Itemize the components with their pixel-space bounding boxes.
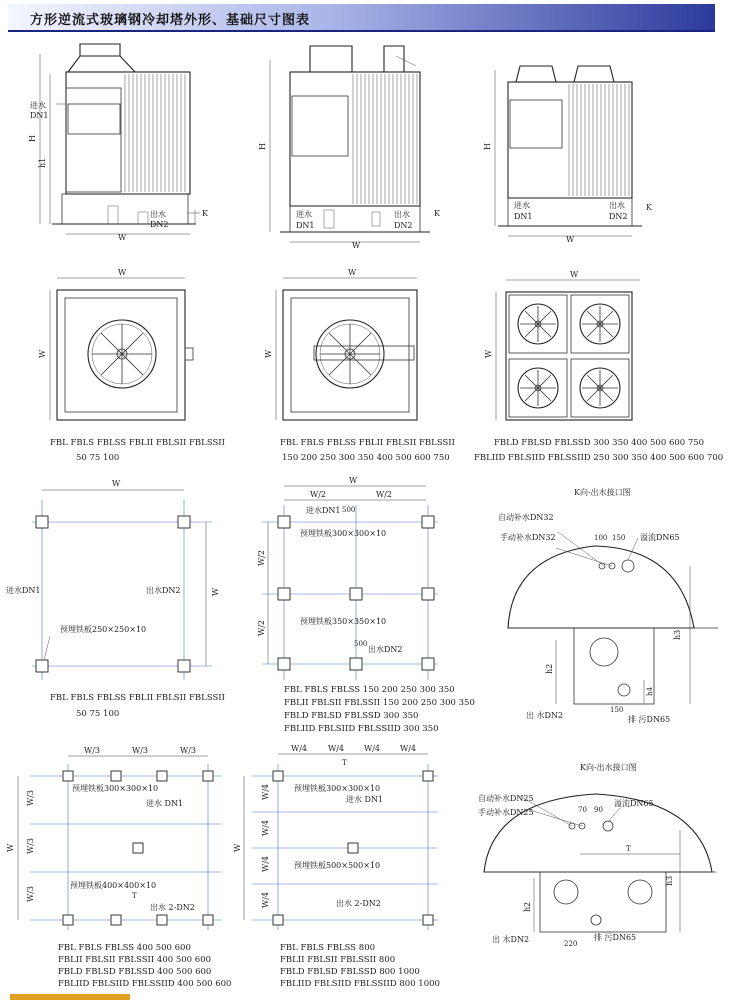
- inlet-label: 进水: [296, 210, 312, 219]
- manual-makeup-label: 手动补水DN25: [478, 808, 534, 817]
- foundation-a-caption-2: 50 75 100: [76, 709, 120, 719]
- plan-single-caption-2: 50 75 100: [76, 453, 120, 463]
- embedded-plate-top-label: 预埋铁板300×300×10: [72, 784, 159, 793]
- quarter-height-2-label: W/4: [261, 819, 270, 836]
- plan-w-label: W: [570, 270, 579, 279]
- inlet-dn-label: DN1: [514, 212, 533, 221]
- inlet-label: 进水: [514, 201, 530, 210]
- h2-label: h2: [545, 663, 554, 674]
- h2-label: h2: [523, 901, 532, 912]
- plan-double-caption-1: FBL FBLS FBLSS FBLII FBLSII FBLSSII: [280, 438, 456, 448]
- height-w-label: W: [233, 843, 242, 852]
- t-label: T: [132, 892, 137, 900]
- quarter-height-1-label: W/4: [261, 783, 270, 800]
- plan-quad-caption-1: FBLD FBLSD FBLSSD 300 350 400 500 600 750: [494, 438, 705, 448]
- k-view-title: K向-出水接口图: [580, 763, 637, 772]
- dim-100-label: 100: [594, 534, 608, 542]
- foundation-b-caption-4: FBLIID FBLSIID FBLSSIID 300 350: [284, 724, 439, 734]
- outlet-label: 出 水DN2: [526, 711, 564, 720]
- dim-220-label: 220: [564, 940, 578, 948]
- dim-500-bottom-label: 500: [354, 640, 368, 648]
- height-w-label: W: [6, 843, 15, 852]
- dim-150b-label: 150: [610, 706, 624, 714]
- manual-makeup-label: 手动补水DN32: [500, 533, 556, 542]
- inlet-label: 进水DN1: [6, 586, 41, 595]
- plan-quad-caption-2: FBLIID FBLSIID FBLSSIID 250 300 350 400 500 600 700: [474, 453, 724, 463]
- h3-label: h3: [665, 875, 674, 886]
- plan-single-caption-1: FBL FBLS FBLSS FBLII FBLSII FBLSSII: [50, 438, 226, 448]
- third-height-2-label: W/3: [26, 837, 35, 854]
- foundation-a-caption-1: FBL FBLS FBLSS FBLII FBLSII FBLSSII: [50, 693, 226, 703]
- drain-label: 排 污DN65: [594, 933, 637, 942]
- dim-90-label: 90: [594, 806, 603, 814]
- h4-label: h4: [646, 687, 654, 696]
- outlet-dn-label: DN2: [394, 221, 413, 230]
- k-view-a: [498, 487, 718, 724]
- plan-double-caption-2: 150 200 250 300 350 400 500 600 750: [282, 453, 450, 463]
- quarter-width-3-label: W/4: [364, 744, 381, 753]
- overflow-label: 溢流DN65: [614, 799, 654, 808]
- view-k-label: K: [202, 209, 208, 218]
- quarter-height-3-label: W/4: [261, 855, 270, 872]
- inlet-label: 进水: [30, 101, 46, 110]
- outlet-dn-label: DN2: [150, 220, 169, 229]
- embedded-plate-label: 预埋铁板250×250×10: [60, 625, 147, 634]
- outlet-label: 出 水DN2: [492, 935, 530, 944]
- half-width-right-label: W/2: [376, 490, 393, 499]
- third-width-2-label: W/3: [132, 746, 149, 755]
- plan-w-label: W: [118, 268, 127, 277]
- foundation-d: [233, 744, 440, 989]
- outlet-label: 出水: [609, 201, 625, 210]
- outlet-label: 出水 2-DN2: [150, 903, 195, 912]
- plan-double: [264, 268, 455, 463]
- foundation-d-caption-2: FBLII FBLSII FBLSSII 800: [280, 955, 396, 965]
- quarter-width-2-label: W/4: [328, 744, 345, 753]
- auto-makeup-label: 自动补水DN32: [498, 513, 554, 522]
- height-h1-label: h1: [38, 157, 47, 168]
- elevation-quad: [483, 66, 653, 244]
- foundation-b: [257, 476, 475, 734]
- dim-150-label: 150: [612, 534, 626, 542]
- t-label: T: [626, 845, 631, 853]
- h3-label: h3: [673, 629, 682, 640]
- foundation-b-caption-2: FBLII FBLSII FBLSSII 150 200 250 300 350: [284, 698, 475, 708]
- foundation-c-caption-1: FBL FBLS FBLSS 400 500 600: [58, 943, 191, 953]
- width-w-label: W: [118, 233, 127, 242]
- drain-label: 排 污DN65: [628, 715, 671, 724]
- half-width-left-label: W/2: [310, 490, 327, 499]
- foundation-c-caption-4: FBLIID FBLSIID FBLSSIID 400 500 600: [58, 979, 232, 989]
- height-h-label: H: [28, 135, 37, 142]
- view-k-label: K: [434, 209, 440, 218]
- plan-quad: [474, 270, 723, 463]
- foundation-d-caption-4: FBLIID FBLSIID FBLSSIID 800 1000: [280, 979, 440, 989]
- inlet-label: 进水DN1: [306, 506, 341, 515]
- outlet-label: 出水: [394, 210, 410, 219]
- width-w-label: W: [352, 241, 361, 250]
- view-k-label: K: [646, 203, 652, 212]
- embedded-plate-mid-label: 预埋铁板500×500×10: [294, 861, 381, 870]
- foundation-c: [6, 746, 231, 989]
- third-height-3-label: W/3: [26, 885, 35, 902]
- embedded-plate-top-label: 预埋铁板300×300×10: [294, 784, 381, 793]
- inlet-dn-label: DN1: [296, 221, 315, 230]
- elevation-double: [258, 46, 441, 250]
- quarter-height-4-label: W/4: [261, 891, 270, 908]
- third-width-1-label: W/3: [84, 746, 101, 755]
- width-w-label: W: [112, 479, 121, 488]
- foundation-a: [6, 479, 225, 719]
- third-height-1-label: W/3: [26, 789, 35, 806]
- third-width-3-label: W/3: [180, 746, 197, 755]
- embedded-plate-top-label: 预埋铁板300×300×10: [300, 529, 387, 538]
- outlet-dn-label: DN2: [609, 212, 628, 221]
- overflow-label: 溢流DN65: [640, 533, 680, 542]
- foundation-d-caption-3: FBLD FBLSD FBLSSD 800 1000: [280, 967, 420, 977]
- k-view-title: K向-出水接口图: [574, 488, 631, 497]
- elevation-single: [28, 44, 209, 242]
- k-view-b: [478, 762, 716, 948]
- half-height-top-label: W/2: [257, 549, 266, 566]
- width-w-label: W: [349, 476, 358, 485]
- plan-w-label: W: [348, 268, 357, 277]
- outlet-label: 出水DN2: [368, 645, 403, 654]
- page-title: 方形逆流式玻璃钢冷却塔外形、基础尺寸图表: [30, 13, 311, 28]
- plan-w-vertical-label: W: [38, 349, 47, 358]
- half-height-bottom-label: W/2: [257, 619, 266, 636]
- footer-bar: [10, 994, 130, 1000]
- inlet-label: 进水 DN1: [346, 795, 384, 804]
- outlet-label: 出水: [150, 210, 166, 219]
- width-w-label: W: [566, 235, 575, 244]
- inlet-dn-label: DN1: [30, 111, 49, 120]
- height-h-label: H: [483, 143, 492, 150]
- height-w-label: W: [211, 587, 220, 596]
- quarter-width-1-label: W/4: [291, 744, 308, 753]
- foundation-c-caption-3: FBLD FBLSD FBLSSD 400 500 600: [58, 967, 212, 977]
- outlet-label: 出水 2-DN2: [336, 899, 381, 908]
- embedded-plate-mid-label: 预埋铁板350×350×10: [300, 617, 387, 626]
- embedded-plate-mid-label: 预埋铁板400×400×10: [70, 881, 157, 890]
- foundation-b-caption-1: FBL FBLS FBLSS 150 200 250 300 350: [284, 685, 455, 695]
- foundation-d-caption-1: FBL FBLS FBLSS 800: [280, 943, 376, 953]
- plan-w-vertical-label: W: [484, 349, 493, 358]
- plan-single: [38, 268, 225, 463]
- quarter-width-4-label: W/4: [400, 744, 417, 753]
- foundation-c-caption-2: FBLII FBLSII FBLSSII 400 500 600: [58, 955, 212, 965]
- inlet-label: 进水 DN1: [146, 799, 184, 808]
- dim-500-top-label: 500: [342, 506, 356, 514]
- outlet-label: 出水DN2: [146, 586, 181, 595]
- plan-w-vertical-label: W: [264, 349, 273, 358]
- height-h-label: H: [258, 143, 267, 150]
- dim-70-label: 70: [578, 806, 587, 814]
- auto-makeup-label: 自动补水DN25: [478, 794, 534, 803]
- foundation-b-caption-3: FBLD FBLSD FBLSSD 300 350: [284, 711, 419, 721]
- t-label: T: [342, 759, 347, 767]
